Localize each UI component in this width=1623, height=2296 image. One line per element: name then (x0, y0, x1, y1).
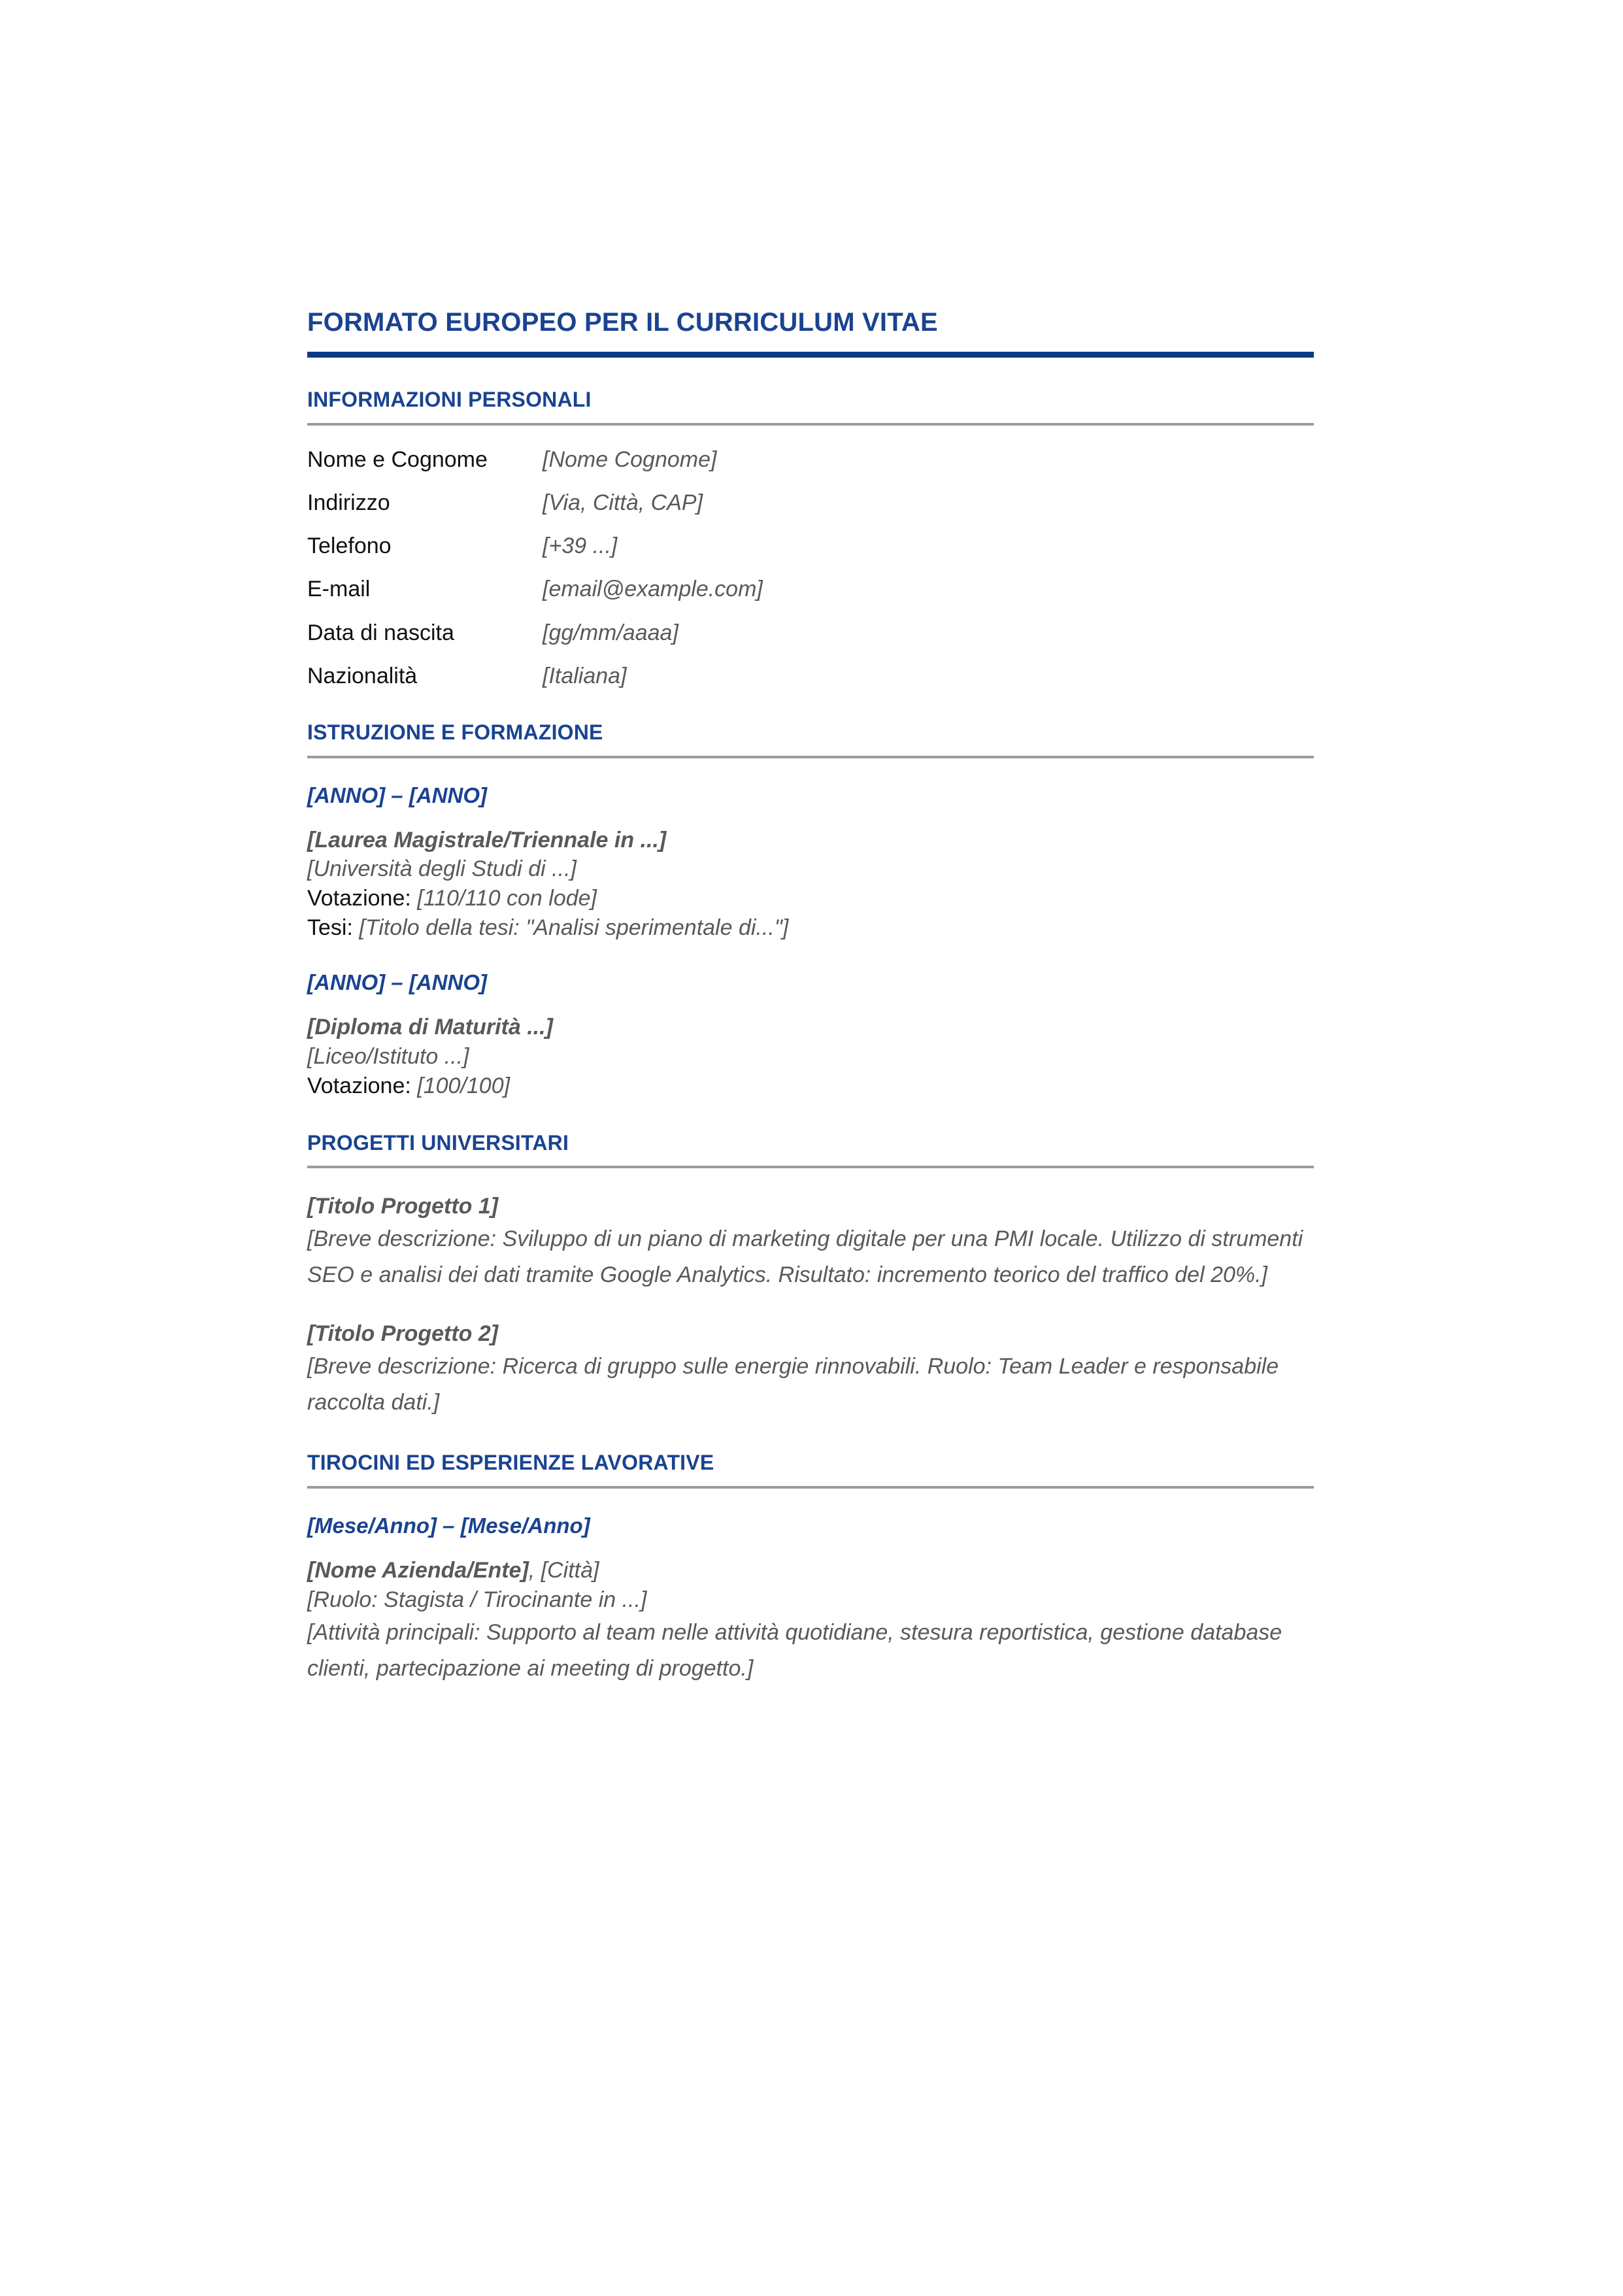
info-label: Data di nascita (307, 620, 454, 645)
info-value: [Italiana] (543, 663, 627, 688)
entry-activities: [Attività principali: Supporto al team nelle attività quotidiane, stesura reportistica, gestione database clienti, partecipazione ai meeting di progetto.] (307, 1619, 1282, 1681)
section-heading-personal: INFORMAZIONI PERSONALI (307, 388, 592, 411)
info-value: [+39 ...] (543, 533, 618, 559)
section-projects (307, 1131, 1314, 1421)
personal-info-table (307, 445, 1314, 690)
education-entry (307, 782, 1314, 943)
info-label: Nome e Cognome (307, 447, 488, 472)
project-entry (307, 1319, 1314, 1421)
entry-grade (307, 884, 1314, 913)
table-row (307, 532, 1314, 560)
project-entry (307, 1192, 1314, 1293)
project-title: [Titolo Progetto 2] (307, 1321, 499, 1347)
info-label: Nazionalità (307, 663, 418, 688)
entry-city: , [Città] (528, 1558, 599, 1583)
entry-qualification: [Laurea Magistrale/Triennale in ...] (307, 827, 667, 853)
project-description: [Breve descrizione: Sviluppo di un piano di marketing digitale per una PMI locale. Utilizzo di strumenti SEO e analisi dei dati tramite Google Analytics. Risultato: incremento teorico del traffico del 20%.] (307, 1226, 1303, 1288)
table-row (307, 662, 1314, 690)
section-divider-projects (307, 1166, 1314, 1168)
table-row (307, 488, 1314, 517)
section-experience (307, 1451, 1314, 1687)
info-value: [Via, Città, CAP] (543, 490, 703, 515)
title-divider (307, 352, 1314, 358)
entry-institution: [Università degli Studi di ...] (307, 856, 577, 882)
entry-thesis-value: [Titolo della tesi: "Analisi sperimentale di..."] (359, 915, 789, 941)
entry-thesis-label: Tesi: (307, 915, 353, 941)
entry-dates: [ANNO] – [ANNO] (307, 783, 487, 807)
table-row (307, 575, 1314, 603)
section-education (307, 720, 1314, 1101)
section-divider-education (307, 756, 1314, 758)
section-divider-personal (307, 423, 1314, 426)
section-heading-education: ISTRUZIONE E FORMAZIONE (307, 720, 603, 744)
education-entry (307, 969, 1314, 1101)
info-value: [email@example.com] (543, 577, 763, 602)
entry-role: [Ruolo: Stagista / Tirocinante in ...] (307, 1587, 647, 1613)
table-row (307, 445, 1314, 474)
project-description: [Breve descrizione: Ricerca di gruppo sulle energie rinnovabili. Ruolo: Team Leader e responsabile raccolta dati.] (307, 1354, 1279, 1415)
entry-qualification: [Diploma di Maturità ...] (307, 1015, 553, 1039)
entry-grade-value: [110/110 con lode] (417, 886, 597, 911)
entry-institution: [Liceo/Istituto ...] (307, 1043, 469, 1069)
info-label: E-mail (307, 577, 371, 602)
entry-grade-value: [100/100] (417, 1073, 510, 1098)
cv-content (307, 307, 1314, 1687)
entry-grade-label: Votazione: (307, 886, 411, 911)
entry-company-line (307, 1556, 1314, 1585)
section-divider-experience (307, 1486, 1314, 1489)
info-label: Telefono (307, 533, 392, 559)
entry-grade (307, 1072, 1314, 1101)
project-title: [Titolo Progetto 1] (307, 1194, 499, 1219)
info-value: [gg/mm/aaaa] (543, 620, 678, 645)
entry-dates: [ANNO] – [ANNO] (307, 970, 487, 995)
page-title: FORMATO EUROPEO PER IL CURRICULUM VITAE (307, 308, 938, 337)
section-heading-experience: TIROCINI ED ESPERIENZE LAVORATIVE (307, 1451, 714, 1475)
section-heading-projects: PROGETTI UNIVERSITARI (307, 1130, 569, 1155)
experience-entry (307, 1512, 1314, 1687)
table-row (307, 618, 1314, 647)
entry-company: [Nome Azienda/Ente] (307, 1558, 529, 1583)
info-label: Indirizzo (307, 490, 390, 515)
info-value: [Nome Cognome] (543, 447, 717, 472)
entry-grade-label: Votazione: (307, 1073, 411, 1098)
entry-thesis (307, 913, 1314, 943)
entry-dates: [Mese/Anno] – [Mese/Anno] (307, 1513, 590, 1538)
